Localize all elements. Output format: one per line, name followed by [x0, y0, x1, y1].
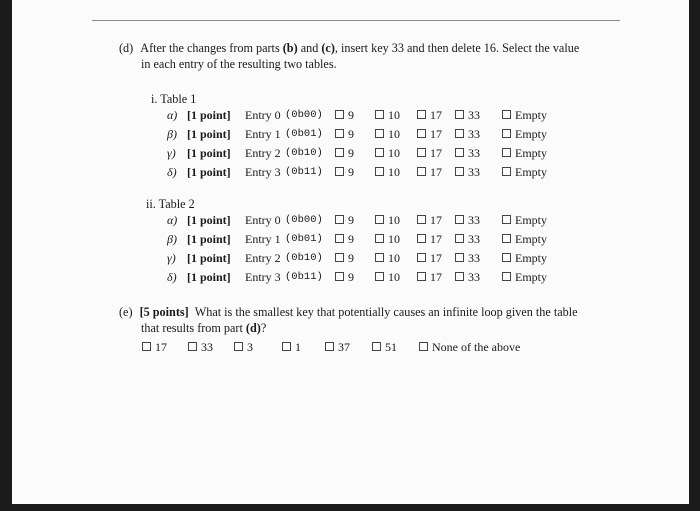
part-e-label: (e) — [119, 305, 133, 319]
option-label: 17 — [430, 146, 442, 160]
option-33[interactable] — [455, 213, 480, 228]
option-10[interactable] — [375, 251, 400, 266]
row-entry: Entry 0 — [245, 108, 281, 122]
part-e-points: [5 points] — [139, 305, 189, 319]
checkbox-icon[interactable] — [502, 253, 511, 262]
option-17[interactable] — [417, 108, 442, 123]
checkbox-icon[interactable] — [417, 215, 426, 224]
row-greek: β) — [167, 127, 177, 141]
option-10[interactable] — [375, 213, 400, 228]
checkbox-icon[interactable] — [455, 234, 464, 243]
option-10[interactable] — [375, 165, 400, 180]
option-9[interactable] — [335, 165, 354, 180]
checkbox-icon[interactable] — [335, 272, 344, 281]
option-label: Empty — [515, 251, 547, 265]
option-label: 10 — [388, 165, 400, 179]
row-bits: (0b10) — [285, 252, 323, 264]
option-10[interactable] — [375, 232, 400, 247]
part-e-line-2 — [141, 321, 266, 335]
checkbox-icon[interactable] — [325, 342, 334, 351]
checkbox-icon[interactable] — [372, 342, 381, 351]
checkbox-icon[interactable] — [455, 167, 464, 176]
checkbox-icon[interactable] — [502, 167, 511, 176]
option-label: 17 — [430, 232, 442, 246]
option-label: 10 — [388, 213, 400, 227]
part-e-option[interactable] — [282, 340, 301, 355]
option-empty[interactable] — [502, 270, 547, 285]
option-33[interactable] — [455, 108, 480, 123]
option-label: 33 — [201, 340, 213, 354]
option-label: None of the above — [432, 340, 521, 354]
option-label: Empty — [515, 127, 547, 141]
option-label: 9 — [348, 108, 354, 122]
option-label: 10 — [388, 251, 400, 265]
option-33[interactable] — [455, 251, 480, 266]
part-e-option[interactable] — [419, 340, 520, 355]
option-label: 17 — [155, 340, 167, 354]
checkbox-icon[interactable] — [417, 167, 426, 176]
checkbox-icon[interactable] — [188, 342, 197, 351]
checkbox-icon[interactable] — [455, 215, 464, 224]
row-bits: (0b10) — [285, 147, 323, 159]
row-bits: (0b01) — [285, 233, 323, 245]
option-label: 33 — [468, 127, 480, 141]
option-empty[interactable] — [502, 127, 547, 142]
option-label: 33 — [468, 165, 480, 179]
option-9[interactable] — [335, 251, 354, 266]
checkbox-icon[interactable] — [417, 253, 426, 262]
row-entry: Entry 0 — [245, 213, 281, 227]
checkbox-icon[interactable] — [417, 129, 426, 138]
part-e-question-mark: ? — [260, 321, 267, 335]
option-label: 9 — [348, 127, 354, 141]
row-bits: (0b11) — [285, 166, 323, 178]
row-greek: β) — [167, 232, 177, 246]
checkbox-icon[interactable] — [375, 110, 384, 119]
row-greek: γ) — [167, 251, 176, 265]
row-points: [1 point] — [187, 232, 231, 246]
checkbox-icon[interactable] — [417, 272, 426, 281]
option-label: 9 — [348, 270, 354, 284]
table-1-label: i. Table 1 — [151, 92, 197, 106]
option-33[interactable] — [455, 232, 480, 247]
row-entry: Entry 3 — [245, 165, 281, 179]
option-33[interactable] — [455, 146, 480, 161]
row-points: [1 point] — [187, 146, 231, 160]
option-33[interactable] — [455, 270, 480, 285]
row-bits: (0b01) — [285, 128, 323, 140]
checkbox-icon[interactable] — [419, 342, 428, 351]
row-greek: α) — [167, 213, 178, 227]
option-empty[interactable] — [502, 146, 547, 161]
checkbox-icon[interactable] — [335, 129, 344, 138]
option-label: 17 — [430, 165, 442, 179]
checkbox-icon[interactable] — [502, 148, 511, 157]
row-entry: Entry 2 — [245, 251, 281, 265]
row-bits: (0b00) — [285, 214, 323, 226]
option-10[interactable] — [375, 108, 400, 123]
part-d-line-1 — [119, 41, 579, 55]
part-e-option[interactable] — [234, 340, 253, 355]
option-label: 17 — [430, 251, 442, 265]
option-empty[interactable] — [502, 251, 547, 266]
checkbox-icon[interactable] — [335, 148, 344, 157]
option-label: Empty — [515, 270, 547, 284]
checkbox-icon[interactable] — [335, 234, 344, 243]
checkbox-icon[interactable] — [502, 234, 511, 243]
row-bits: (0b11) — [285, 271, 323, 283]
checkbox-icon[interactable] — [375, 167, 384, 176]
option-label: 9 — [348, 165, 354, 179]
top-rule — [92, 20, 620, 21]
option-33[interactable] — [455, 127, 480, 142]
option-17[interactable] — [417, 232, 442, 247]
option-label: Empty — [515, 146, 547, 160]
checkbox-icon[interactable] — [455, 253, 464, 262]
checkbox-icon[interactable] — [417, 110, 426, 119]
option-17[interactable] — [417, 213, 442, 228]
option-10[interactable] — [375, 127, 400, 142]
part-e-option[interactable] — [325, 340, 350, 355]
option-9[interactable] — [335, 146, 354, 161]
checkbox-icon[interactable] — [455, 148, 464, 157]
option-label: 33 — [468, 270, 480, 284]
row-points: [1 point] — [187, 213, 231, 227]
option-label: 17 — [430, 213, 442, 227]
option-label: 33 — [468, 213, 480, 227]
option-9[interactable] — [335, 270, 354, 285]
row-entry: Entry 2 — [245, 146, 281, 160]
option-label: 17 — [430, 270, 442, 284]
option-label: 37 — [338, 340, 350, 354]
checkbox-icon[interactable] — [502, 129, 511, 138]
checkbox-icon[interactable] — [234, 342, 243, 351]
option-17[interactable] — [417, 251, 442, 266]
option-label: 33 — [468, 251, 480, 265]
checkbox-icon[interactable] — [335, 215, 344, 224]
option-label: Empty — [515, 165, 547, 179]
checkbox-icon[interactable] — [375, 253, 384, 262]
part-e-text-1: What is the smallest key that potentially causes an infinite loop given the table — [194, 305, 578, 319]
option-9[interactable] — [335, 232, 354, 247]
option-9[interactable] — [335, 213, 354, 228]
checkbox-icon[interactable] — [417, 234, 426, 243]
checkbox-icon[interactable] — [335, 167, 344, 176]
checkbox-icon[interactable] — [502, 110, 511, 119]
option-label: Empty — [515, 108, 547, 122]
checkbox-icon[interactable] — [335, 253, 344, 262]
row-greek: δ) — [167, 165, 177, 179]
checkbox-icon[interactable] — [375, 129, 384, 138]
option-33[interactable] — [455, 165, 480, 180]
part-e-option[interactable] — [188, 340, 213, 355]
option-label: 10 — [388, 108, 400, 122]
part-d-line-2: in each entry of the resulting two tables. — [141, 57, 337, 71]
option-label: 17 — [430, 127, 442, 141]
option-label: 33 — [468, 146, 480, 160]
part-e-line-1 — [119, 305, 578, 319]
part-d-text-1: After the changes from parts — [140, 41, 280, 55]
option-label: 10 — [388, 146, 400, 160]
option-label: 10 — [388, 127, 400, 141]
row-points: [1 point] — [187, 108, 231, 122]
part-e-text-2: that results from part — [141, 321, 243, 335]
row-entry: Entry 1 — [245, 232, 281, 246]
option-17[interactable] — [417, 146, 442, 161]
row-points: [1 point] — [187, 165, 231, 179]
option-9[interactable] — [335, 127, 354, 142]
option-label: 9 — [348, 213, 354, 227]
option-label: Empty — [515, 232, 547, 246]
checkbox-icon[interactable] — [455, 129, 464, 138]
option-label: 51 — [385, 340, 397, 354]
option-empty[interactable] — [502, 108, 547, 123]
checkbox-icon[interactable] — [375, 148, 384, 157]
row-greek: γ) — [167, 146, 176, 160]
option-label: 9 — [348, 251, 354, 265]
option-label: 33 — [468, 108, 480, 122]
option-9[interactable] — [335, 108, 354, 123]
part-e-option[interactable] — [372, 340, 397, 355]
checkbox-icon[interactable] — [375, 215, 384, 224]
option-label: 17 — [430, 108, 442, 122]
option-17[interactable] — [417, 270, 442, 285]
row-points: [1 point] — [187, 270, 231, 284]
option-17[interactable] — [417, 127, 442, 142]
part-d-and: and — [300, 41, 319, 55]
option-empty[interactable] — [502, 165, 547, 180]
option-17[interactable] — [417, 165, 442, 180]
option-label: 10 — [388, 270, 400, 284]
part-d-ref-c: (c) — [321, 41, 335, 55]
part-e-ref-d: (d) — [245, 321, 261, 335]
checkbox-icon[interactable] — [455, 110, 464, 119]
option-label: 33 — [468, 232, 480, 246]
option-10[interactable] — [375, 146, 400, 161]
checkbox-icon[interactable] — [502, 215, 511, 224]
checkbox-icon[interactable] — [142, 342, 151, 351]
part-d-label: (d) — [119, 41, 134, 55]
option-label: 10 — [388, 232, 400, 246]
checkbox-icon[interactable] — [375, 234, 384, 243]
checkbox-icon[interactable] — [375, 272, 384, 281]
row-greek: α) — [167, 108, 178, 122]
row-entry: Entry 3 — [245, 270, 281, 284]
option-empty[interactable] — [502, 213, 547, 228]
part-e-option[interactable] — [142, 340, 167, 355]
row-greek: δ) — [167, 270, 177, 284]
part-d-ref-b: (b) — [282, 41, 298, 55]
checkbox-icon[interactable] — [282, 342, 291, 351]
checkbox-icon[interactable] — [502, 272, 511, 281]
option-label: 9 — [348, 232, 354, 246]
row-bits: (0b00) — [285, 109, 323, 121]
option-label: 9 — [348, 146, 354, 160]
table-2-label: ii. Table 2 — [146, 197, 195, 211]
checkbox-icon[interactable] — [335, 110, 344, 119]
option-label: 3 — [247, 340, 253, 354]
option-10[interactable] — [375, 270, 400, 285]
row-points: [1 point] — [187, 127, 231, 141]
option-label: Empty — [515, 213, 547, 227]
part-d-text-2: , insert key 33 and then delete 16. Select the value — [334, 41, 580, 55]
option-empty[interactable] — [502, 232, 547, 247]
document-page — [12, 0, 689, 504]
checkbox-icon[interactable] — [455, 272, 464, 281]
row-entry: Entry 1 — [245, 127, 281, 141]
checkbox-icon[interactable] — [417, 148, 426, 157]
option-label: 1 — [295, 340, 301, 354]
row-points: [1 point] — [187, 251, 231, 265]
